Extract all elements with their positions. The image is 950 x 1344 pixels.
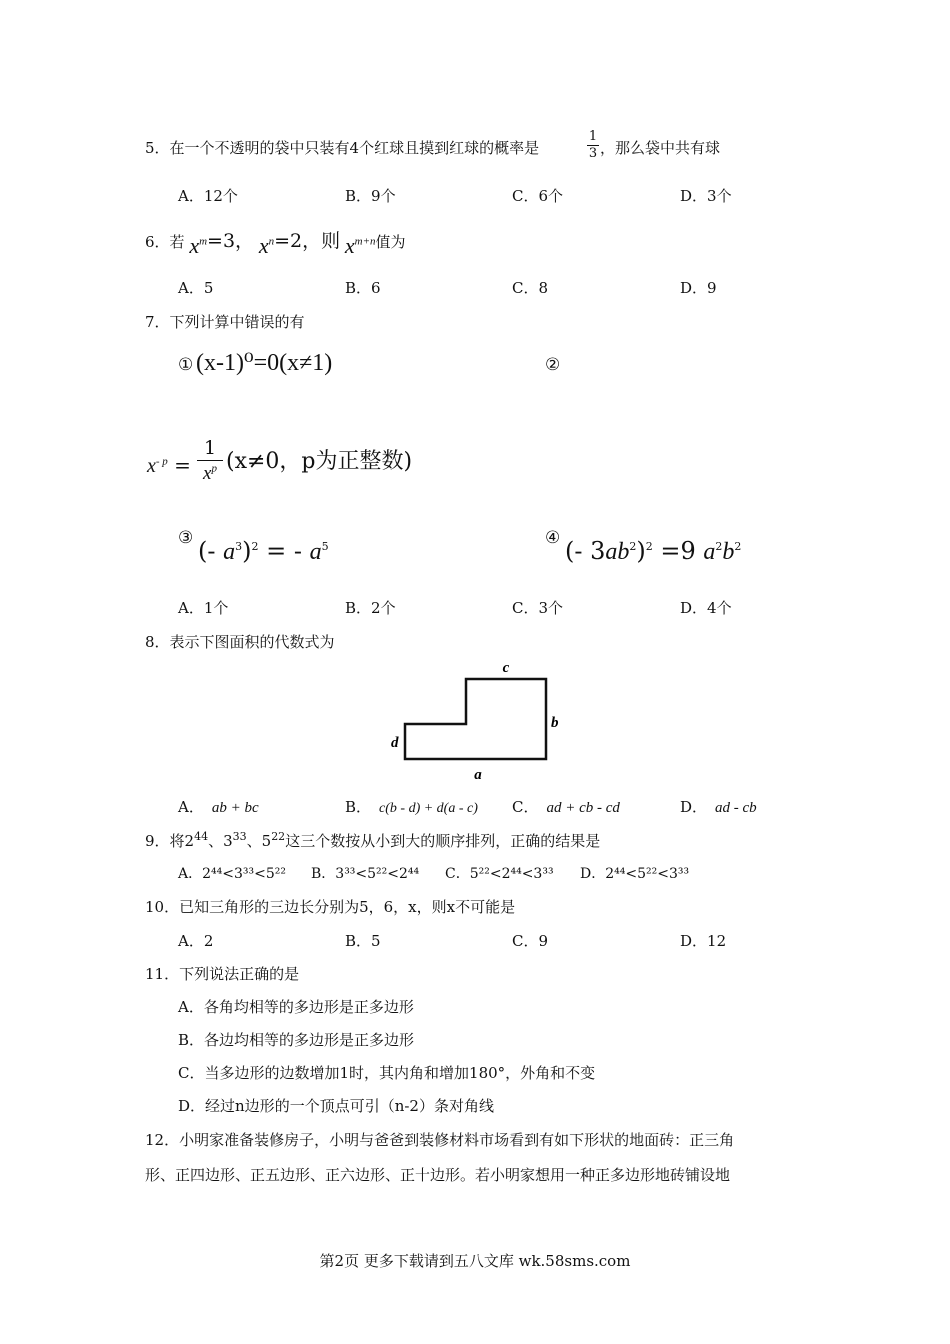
q7-item-2-cond: (x≠0，p为正整数) bbox=[226, 449, 413, 474]
q10-option-c: C．9 bbox=[512, 932, 549, 950]
q8-shape bbox=[405, 679, 546, 759]
q8-label-c: c bbox=[502, 660, 510, 676]
q11-option-a: A．各角均相等的多边形是正多边形 bbox=[178, 998, 414, 1016]
q8-option-d: D． ad - cb bbox=[680, 798, 757, 816]
q7-mark-3: ③ bbox=[178, 528, 194, 548]
q8-option-a: A． ab + bc bbox=[178, 798, 259, 816]
q6-stem: 6．若 $x^m=3$， $x^n=2$，则 $x^{m+n}$值为 bbox=[145, 230, 406, 258]
q8-option-c: C． ad + cb - cd bbox=[512, 798, 620, 816]
q6-x-mn: $x^{m+n}$ bbox=[344, 233, 376, 258]
q5-stem: 5．在一个不透明的袋中只装有4个红球且摸到红球的概率是 bbox=[145, 139, 540, 157]
q10-stem: 10．已知三角形的三边长分别为5，6，x，则x不可能是 bbox=[145, 898, 516, 916]
q7-option-d: D．4个 bbox=[680, 599, 732, 617]
q7-mark-4: ④ bbox=[545, 528, 561, 548]
q7-option-a: A．1个 bbox=[178, 599, 229, 617]
q7-mark-2: ② bbox=[545, 355, 561, 375]
q11-option-d: D．经过n边形的一个顶点可引（n-2）条对角线 bbox=[178, 1097, 494, 1115]
q7-stem: 7．下列计算中错误的有 bbox=[145, 313, 305, 331]
q11-stem: 11．下列说法正确的是 bbox=[145, 965, 300, 983]
q7-item-2-fraction: 1 $x^p$ bbox=[197, 437, 223, 485]
q8-label-d: d bbox=[391, 735, 399, 751]
q8-label-b: b bbox=[551, 715, 559, 731]
q8-stem: 8．表示下图面积的代数式为 bbox=[145, 633, 335, 651]
q7-item-1: (x-1)⁰=0(x≠1) bbox=[196, 350, 333, 376]
q12-line-2: 形、正四边形、正五边形、正六边形、正十边形。若小明家想用一种正多边形地砖铺设地 bbox=[145, 1166, 731, 1184]
q9-option-a: A．2⁴⁴<3³³<5²² bbox=[178, 866, 286, 882]
q10-option-d: D．12 bbox=[680, 932, 727, 950]
q5-option-b: B．9个 bbox=[345, 187, 396, 205]
q9-stem: 9．将$2^{44}$、$3^{33}$、$5^{22}$这三个数按从小到大的顺序排列，正确的结果是 bbox=[145, 830, 601, 850]
q9-option-c: C．5²²<2⁴⁴<3³³ bbox=[445, 866, 554, 882]
q8-figure bbox=[385, 655, 570, 785]
q6-option-a: A．5 bbox=[178, 279, 214, 297]
q8-label-a: a bbox=[474, 767, 482, 783]
q6-option-c: C．8 bbox=[512, 279, 549, 297]
q7-option-b: B．2个 bbox=[345, 599, 396, 617]
q9-option-b: B．3³³<5²²<2⁴⁴ bbox=[311, 866, 420, 882]
q6-x-n: $x^n$ bbox=[258, 233, 275, 258]
page-footer: 第2页 更多下载请到五八文库 wk.58sms.com bbox=[319, 1252, 631, 1270]
q7-item-4: (- $3ab^2)^2 =9$ $a^2b^2$ bbox=[565, 537, 742, 565]
q10-option-a: A．2 bbox=[178, 932, 214, 950]
q10-option-b: B．5 bbox=[345, 932, 381, 950]
q5-tail: ，那么袋中共有球 bbox=[600, 139, 721, 157]
q9-option-d: D．2⁴⁴<5²²<3³³ bbox=[580, 866, 690, 882]
q7-item-3: (- $a^3)^2$ = - $a^5$ bbox=[198, 537, 329, 565]
q11-option-c: C．当多边形的边数增加1时，其内角和增加180°，外角和不变 bbox=[178, 1064, 596, 1082]
q7-item-2-lhs: $x^{- p}$ = bbox=[147, 453, 191, 477]
q7-option-c: C．3个 bbox=[512, 599, 564, 617]
q6-x-m: $x^m$ bbox=[189, 233, 208, 258]
q6-option-b: B．6 bbox=[345, 279, 381, 297]
q12-line-1: 12．小明家准备装修房子，小明与爸爸到装修材料市场看到有如下形状的地面砖：正三角 bbox=[145, 1131, 735, 1149]
q5-option-d: D．3个 bbox=[680, 187, 732, 205]
q11-option-b: B．各边均相等的多边形是正多边形 bbox=[178, 1031, 415, 1049]
q8-option-b: B． c(b - d) + d(a - c) bbox=[345, 798, 478, 816]
q7-mark-1: ① bbox=[178, 355, 194, 375]
q5-option-c: C．6个 bbox=[512, 187, 564, 205]
q5-option-a: A．12个 bbox=[178, 187, 238, 205]
q5-fraction: 1 3 bbox=[588, 129, 598, 161]
q6-option-d: D．9 bbox=[680, 279, 717, 297]
